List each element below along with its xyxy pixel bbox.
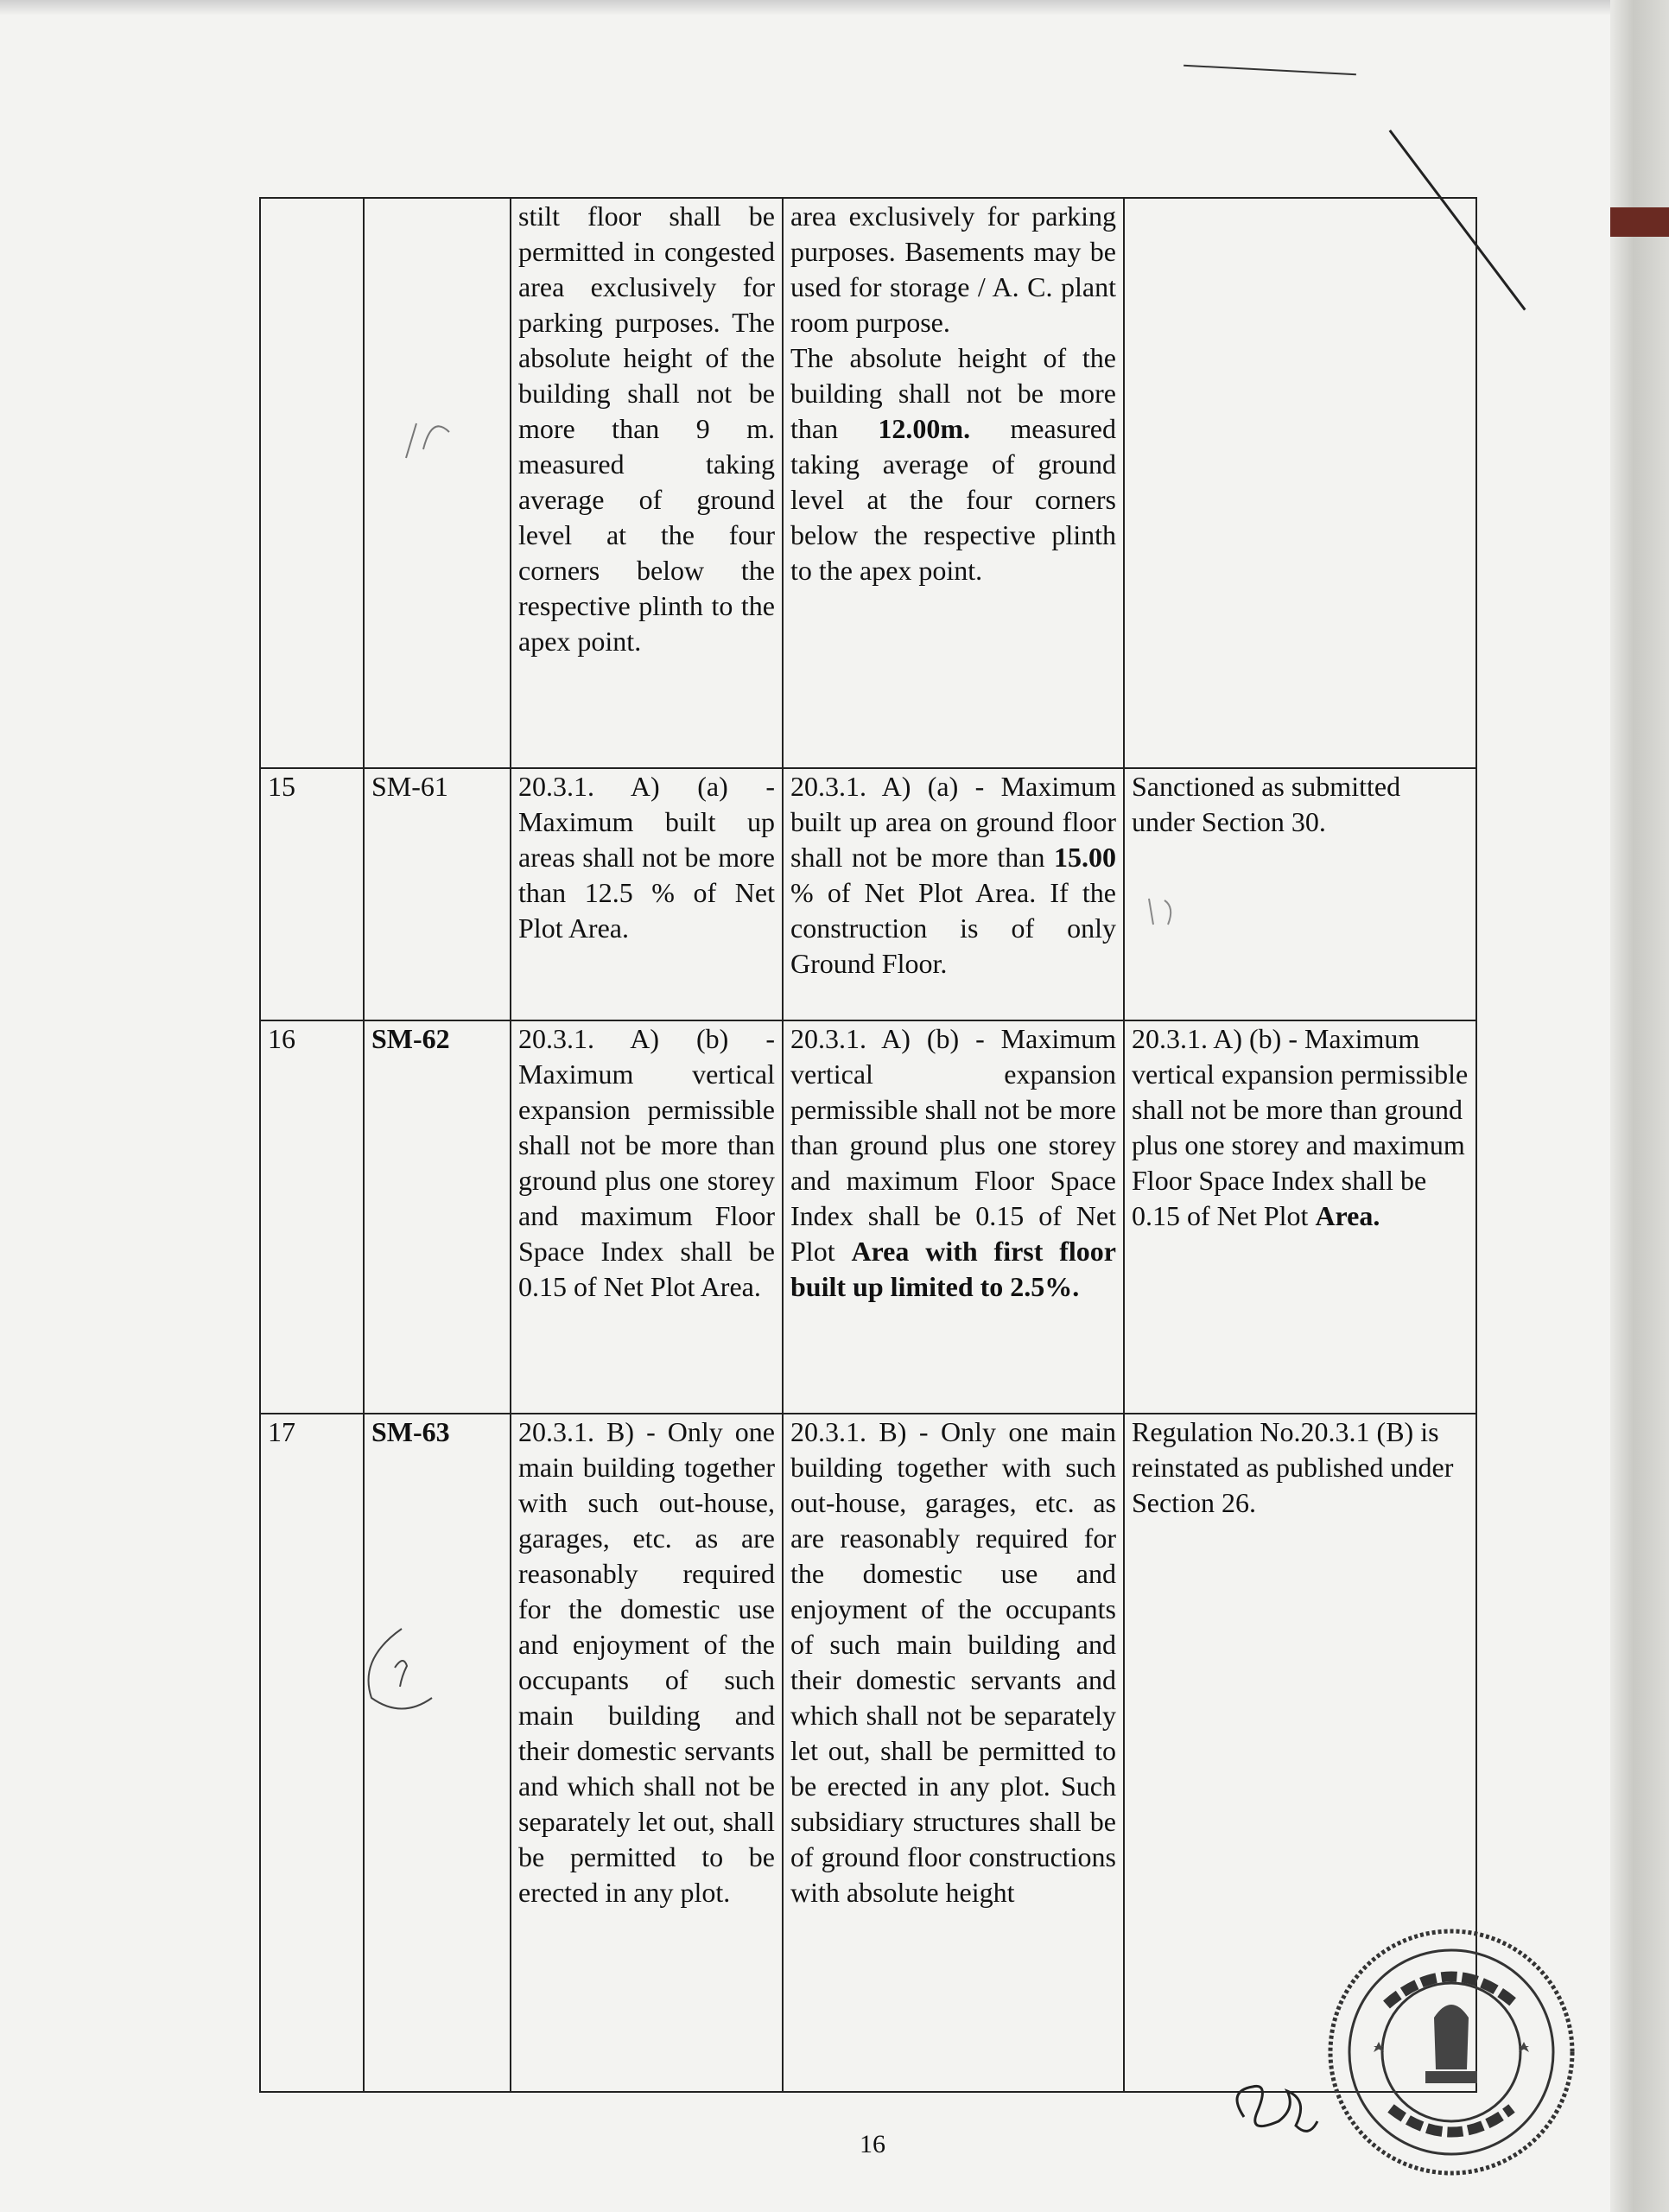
modification-code: SM-63 xyxy=(371,1416,450,1447)
page-top-edge xyxy=(0,0,1669,16)
proposed-regulation-cell xyxy=(783,1020,1124,1414)
pencil-mark xyxy=(1140,890,1192,933)
proposed-bold-text: Area with first floor built up limited to 2.5%. xyxy=(790,1236,1117,1302)
pencil-mark xyxy=(350,1624,445,1719)
modification-code-cell xyxy=(364,1020,511,1414)
existing-regulation-cell: 20.3.1. A) (a) - Maximum built up areas shall not be more than 12.5 % of Net Plot Area. xyxy=(511,768,783,1020)
modification-code-cell xyxy=(364,1414,511,2092)
sanctioned-cell xyxy=(1124,198,1476,768)
pencil-mark xyxy=(397,406,475,467)
serial-number-cell: 16 xyxy=(260,1020,364,1414)
serial-number-cell: 15 xyxy=(260,768,364,1020)
table-row xyxy=(260,1414,1476,2092)
proposed-text: The absolute height of the building shall not be more than xyxy=(790,342,1116,444)
sanctioned-bold-text: Area. xyxy=(1315,1200,1380,1231)
fold-crease-top xyxy=(1184,65,1356,75)
existing-regulation-cell: stilt floor shall be permitted in congested area exclusively for parking purposes. The absolute height of the building shall not be more than 9 m. measured taking average of ground level at the four corners below the respective plinth to the apex point. xyxy=(511,198,783,768)
proposed-bold-text: 15.00 xyxy=(1054,842,1116,873)
proposed-text: measured taking average of ground level at the four corners below the respective plinth to the apex point. xyxy=(790,413,1117,586)
proposed-text: 20.3.1. A) (a) - Maximum built up area on ground floor shall not be more than xyxy=(790,771,1116,873)
table-row xyxy=(260,198,1476,768)
proposed-text: % of Net Plot Area. If the construction is of only Ground Floor. xyxy=(790,877,1116,979)
sanctioned-cell: Regulation No.20.3.1 (B) is reinstated as published under Section 26. xyxy=(1124,1414,1476,2092)
table-row xyxy=(260,1020,1476,1414)
serial-number-cell: 17 xyxy=(260,1414,364,2092)
modification-code: SM-62 xyxy=(371,1023,450,1054)
proposed-text: 20.3.1. A) (b) - Maximum vertical expansion permissible shall not be more than ground plus one storey and maximum Floor Space Index shall be 0.15 of Net Plot xyxy=(790,1023,1116,1267)
adjacent-page-edge xyxy=(1610,0,1669,2212)
existing-regulation-cell: 20.3.1. A) (b) - Maximum vertical expansion permissible shall not be more than ground plus one storey and maximum Floor Space Index shall be 0.15 of Net Plot Area. xyxy=(511,1020,783,1414)
proposed-regulation-cell: 20.3.1. B) - Only one main building together with such out-house, garages, etc. as are reasonably required for the domestic use and enjoyment of the occupants of such main building and their domestic servants and which shall not be separately let out, shall be permitted to be erected in any plot. Such subsidiary structures shall be of ground floor constructions with absolute height xyxy=(783,1414,1124,2092)
proposed-regulation-cell xyxy=(783,768,1124,1020)
modification-code-cell: SM-61 xyxy=(364,768,511,1020)
sanctioned-cell xyxy=(1124,1020,1476,1414)
proposed-text: area exclusively for parking purposes. Basements may be used for storage / A. C. plant room purpose. xyxy=(790,200,1116,338)
binding-band xyxy=(1610,207,1669,237)
proposed-bold-text: 12.00m. xyxy=(878,413,971,444)
existing-regulation-cell: 20.3.1. B) - Only one main building together with such out-house, garages, etc. as are reasonably required for the domestic use and enjoyment of the occupants of such main building and their domestic servants and which shall not be separately let out, shall be permitted to be erected in any plot. xyxy=(511,1414,783,2092)
sanctioned-text: 20.3.1. A) (b) - Maximum vertical expansion permissible shall not be more than ground plus one storey and maximum Floor Space Index shall be 0.15 of Net Plot xyxy=(1132,1023,1469,1231)
sanctioned-cell: Sanctioned as submitted under Section 30. xyxy=(1124,768,1476,1020)
modification-code-cell xyxy=(364,198,511,768)
page-number: 16 xyxy=(860,2130,885,2158)
official-seal-stamp xyxy=(1322,1923,1581,2182)
signature xyxy=(1227,2074,1330,2143)
table-row xyxy=(260,768,1476,1020)
serial-number-cell xyxy=(260,198,364,768)
proposed-regulation-cell xyxy=(783,198,1124,768)
regulations-table xyxy=(259,197,1477,2093)
